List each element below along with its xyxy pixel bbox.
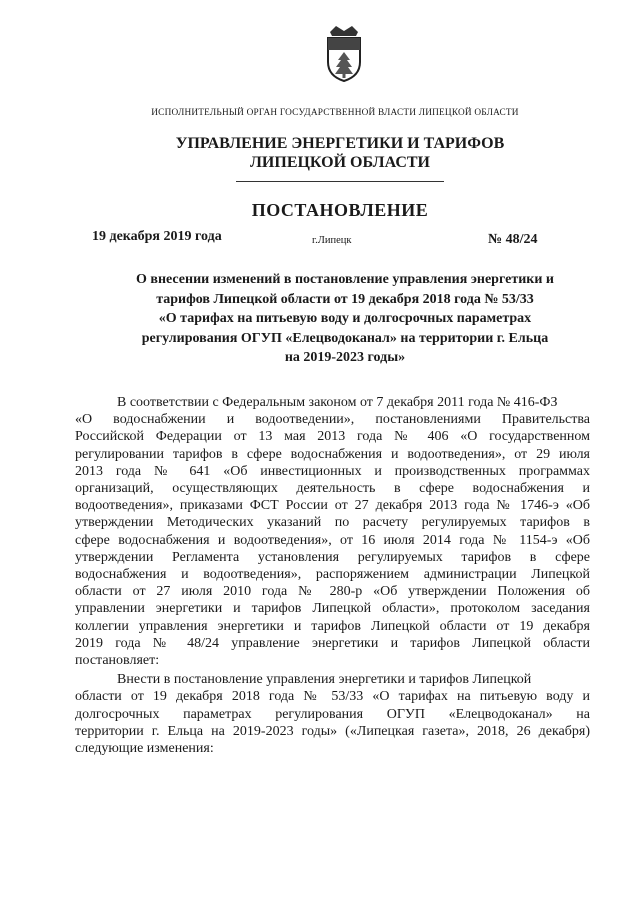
text-line: управлении энергетики и тарифов Липецкой области», протоколом заседания [75,601,590,617]
text-line: долгосрочных параметрах регулирования ОГУП «Елецводоканал» на [75,706,590,722]
document-type-title: ПОСТАНОВЛЕНИЕ [251,200,429,220]
document-subject [95,270,595,368]
text-line: коллегии управления энергетики и тарифов Липецкой области от 19 декабря [75,618,590,634]
department-name [150,134,530,172]
subject-line: на 2019-2023 годы» [284,350,406,365]
text-line: Внести в постановление управления энергетики и тарифов Липецкой [117,672,532,688]
text-line: 2013 года № 641 «Об инвестиционных и производственных программах [75,463,590,479]
document-body [75,394,590,757]
text-line: организаций, осуществляющих деятельность в сфере водоснабжения и [75,481,590,497]
text-line: водоотведения», приказами ФСТ России от 27 декабря 2013 года № 1746-э «Об [75,498,590,514]
text-line: следующие изменения: [75,741,214,757]
department-name-line: ЛИПЕЦКОЙ ОБЛАСТИ [250,154,430,171]
issuing-authority: ИСПОЛНИТЕЛЬНЫЙ ОРГАН ГОСУДАРСТВЕННОЙ ВЛАСТИ ЛИПЕЦКОЙ ОБЛАСТИ [151,108,519,118]
text-line: утверждении Регламента установления регулируемых тарифов в сфере [75,549,590,565]
document-number: № 48/24 [488,232,538,247]
text-line: территории г. Ельца на 2019-2023 годы» («Липецкая газета», 2018, 26 декабря) [75,723,590,739]
text-line: «О водоснабжении и водоотведении», постановлениями Правительства [75,412,590,428]
text-line: регулировании тарифов в сфере водоснабжения и водоотведения», от 29 июля [75,446,590,462]
subject-line: регулирования ОГУП «Елецводоканал» на территории г. Ельца [141,330,549,346]
coat-of-arms-icon [320,22,368,84]
text-line: области от 19 декабря 2018 года № 53/33 «О тарифах на питьевую воду и [75,689,590,705]
text-line: 2019 года № 48/24 управление энергетики и тарифов Липецкой области [75,635,590,651]
department-name-line: УПРАВЛЕНИЕ ЭНЕРГЕТИКИ И ТАРИФОВ [175,135,505,152]
resolution-paragraph [75,671,590,757]
subject-line: тарифов Липецкой области от 19 декабря 2018 года № 53/33 [156,291,534,307]
text-line: сфере водоснабжения и водоотведения», от 16 июля 2014 года № 1154-э «Об [75,532,590,548]
header-divider [236,181,444,182]
document-city: г.Липецк [312,235,352,246]
text-line: области от 27 июля 2010 года № 280-р «Об утверждении Положения об [75,584,590,600]
subject-line: О внесении изменений в постановление управления энергетики и [136,272,554,287]
text-line: постановляет: [75,653,160,669]
subject-line: «О тарифах на питьевую воду и долгосрочных параметрах [158,311,532,326]
preamble-paragraph [75,394,590,669]
text-line: водоснабжения и водоотведения», распоряжением администрации Липецкой [75,567,590,583]
text-line: утверждении Методических указаний по расчету регулируемых тарифов в [75,515,590,531]
text-line: Российской Федерации от 13 мая 2013 года № 406 «О государственном [75,429,590,445]
document-date: 19 декабря 2019 года [92,229,222,244]
text-line: В соответствии с Федеральным законом от 7 декабря 2011 года № 416-ФЗ [117,395,558,410]
